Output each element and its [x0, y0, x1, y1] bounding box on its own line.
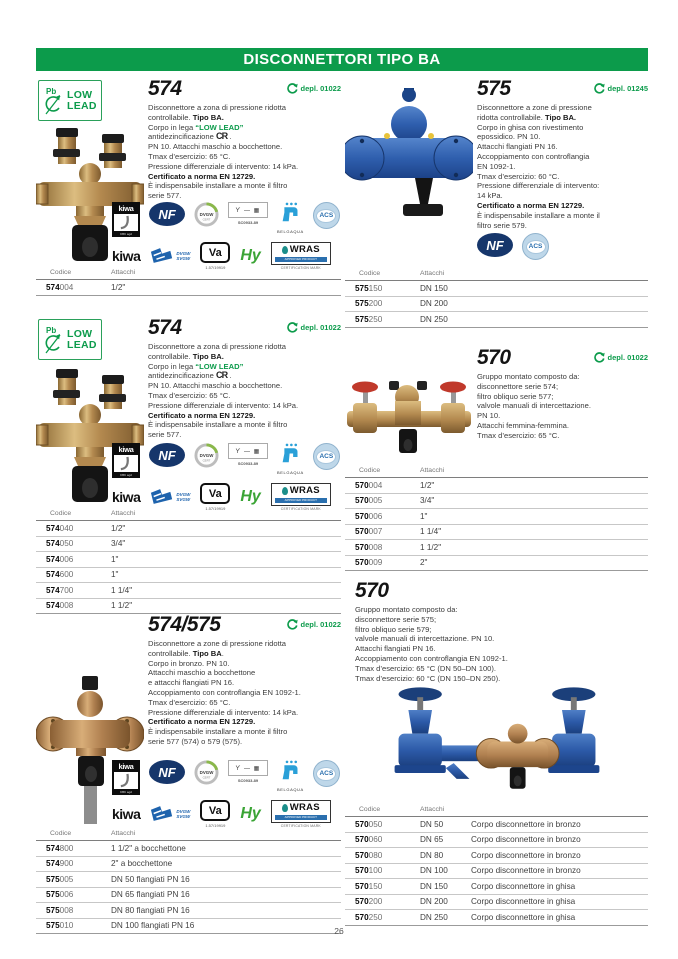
description-line: Pressione differenziale di intervento: 14 kPa.: [148, 161, 299, 171]
section-575: [345, 78, 648, 332]
cell-note: Corpo disconnettore in bronzo: [471, 835, 581, 845]
depl-reference: depl. 01022: [287, 322, 341, 333]
table-row: [36, 583, 341, 599]
va-logo: Va 1.57/19919: [200, 483, 230, 511]
faucet-icon: [280, 202, 301, 223]
description-line: EN 1092-1.: [477, 161, 516, 171]
product-photo-570-group: [345, 359, 473, 461]
cell-codice: 570009: [355, 558, 383, 568]
cell-codice: 575200: [355, 299, 383, 309]
dvgw-blue-logo: DVGW SVGW: [150, 805, 190, 822]
acs-logo: ACS: [313, 760, 340, 787]
col-header-codice: Codice: [359, 467, 381, 474]
low-lead-badge: [38, 80, 102, 121]
cell-attacchi: 1 1/2" a bocchettone: [111, 843, 186, 853]
description-line: PN 10. Attacchi maschio a bocchettone.: [148, 381, 283, 391]
col-header-codice: Codice: [50, 269, 72, 276]
pb-free-icon: [43, 85, 63, 117]
description-line: Accoppiamento con controflangia EN 1092-1.: [148, 687, 301, 697]
description-line: serie 577.: [148, 430, 182, 440]
description-line: filtro serie 579.: [477, 220, 527, 230]
table-row: [36, 552, 341, 568]
table-row: [345, 478, 648, 494]
cell-attacchi: 1 1/2": [111, 601, 133, 611]
nf-logo: NF: [477, 233, 513, 257]
description-line: antidezincificazione CR .: [148, 131, 232, 142]
description-line: 14 kPa.: [477, 191, 503, 201]
description-line: Tmax d’esercizio: 65 °C.: [148, 697, 231, 707]
wras-logo: WRAS APPROVED PRODUCT CERTIFICATION MARK: [271, 242, 331, 270]
description-line: filtro obliquo serie 579;: [355, 624, 432, 634]
cell-attacchi: DN 80 flangiati PN 16: [111, 905, 190, 915]
cell-attacchi: 3/4": [420, 496, 435, 506]
dvgw-cert-logo: [194, 202, 219, 232]
description-line: È indispensabile installare a monte il filtro: [148, 420, 288, 430]
codes-table: [345, 268, 648, 328]
table-row: [36, 857, 341, 873]
section-570-flanged: [345, 578, 648, 940]
cell-codice: 570080: [355, 850, 383, 860]
cell-codice: 570200: [355, 897, 383, 907]
table-row: [345, 556, 648, 572]
title-row: [148, 78, 341, 99]
svg-text:Pb: Pb: [46, 325, 57, 335]
description-line: Certificato a norma EN 12729.: [477, 200, 585, 210]
logo-row: [112, 483, 341, 511]
table-header-row: [36, 828, 341, 841]
svg-text:Pb: Pb: [46, 86, 57, 96]
svg-text:DVGW: DVGW: [199, 211, 214, 217]
low-lead-label: LOW LEAD: [67, 327, 97, 351]
table-row: [345, 540, 648, 556]
description-line: Tmax d’esercizio: 65 °C (DN 50–DN 100).: [355, 663, 497, 673]
description-line: Accoppiamento con controflangia EN 1092-1.: [355, 653, 508, 663]
cell-codice: 575006: [46, 890, 74, 900]
description-line: PN 10.: [477, 411, 501, 421]
description-line: e attacchi flangiati PN 16.: [148, 678, 235, 688]
product-series-title: 570: [477, 346, 511, 369]
dvgw-stripes-icon: [150, 247, 174, 264]
dvgw-blue-logo: DVGW SVGW: [150, 488, 190, 505]
dvgw-ring-icon: [194, 760, 219, 785]
wras-logo: WRAS APPROVED PRODUCT CERTIFICATION MARK: [271, 483, 331, 511]
pb-free-icon: [43, 324, 63, 356]
cell-codice: 574004: [46, 282, 74, 292]
certification-logos: [477, 233, 648, 260]
cell-codice: 575150: [355, 283, 383, 293]
cell-codice: 570050: [355, 819, 383, 829]
codes-table: [36, 508, 341, 614]
description-line: È indispensabile installare a monte il filtro: [148, 181, 288, 191]
description-line: Certificato a norma EN 12729.: [148, 717, 256, 727]
cell-codice: 570060: [355, 835, 383, 845]
cell-attacchi: DN 65: [420, 835, 444, 845]
description-line: Gruppo montato composto da:: [477, 372, 580, 381]
dvgw-cert-logo: [194, 443, 219, 473]
svgw-cert-logo: Ƴ — ▦ SC0933-89: [228, 443, 268, 466]
description-line: Pressione differenziale di intervento:: [477, 181, 600, 191]
table-header-row: [345, 804, 648, 817]
kiwa-text-logo: kiwa: [112, 488, 141, 505]
col-header-attacchi: Attacchi: [420, 467, 445, 474]
table-row: [345, 879, 648, 895]
table-row: [36, 903, 341, 919]
nf-logo: NF: [149, 202, 185, 226]
cell-note: Corpo disconnettore in bronzo: [471, 850, 581, 860]
table-row: [345, 910, 648, 926]
logo-row: [112, 800, 341, 828]
col-header-codice: Codice: [359, 270, 381, 277]
title-row: [477, 347, 648, 368]
col-header-codice: Codice: [50, 510, 72, 517]
description-line: Corpo in ghisa con rivestimento: [477, 122, 584, 132]
dvgw-stripes-icon: [150, 488, 174, 505]
va-logo: Va 1.57/19919: [200, 242, 230, 270]
svgw-symbols-icon: Ƴ — ▦: [228, 443, 268, 459]
svgw-cert-logo: Ƴ — ▦ SC0933-89: [228, 760, 268, 783]
kiwa-curve-icon: [119, 773, 134, 788]
title-row: [148, 317, 341, 338]
table-row: [345, 817, 648, 833]
codes-table: [345, 804, 648, 926]
table-row: [36, 872, 341, 888]
cell-attacchi: DN 200: [420, 897, 448, 907]
description-line: Certificato a norma EN 12729.: [148, 410, 256, 420]
cell-codice: 570007: [355, 527, 383, 537]
cell-attacchi: 2" a bocchettone: [111, 859, 173, 869]
cell-codice: 570008: [355, 542, 383, 552]
svgw-cert-logo: Ƴ — ▦ SC0933-89: [228, 202, 268, 225]
product-description: [477, 103, 648, 230]
col-header-codice: Codice: [359, 806, 381, 813]
col-header-attacchi: Attacchi: [111, 830, 136, 837]
cell-codice: 574040: [46, 523, 74, 533]
svg-text:CERT: CERT: [202, 775, 211, 780]
hy-logo: Hy: [240, 246, 261, 264]
description-line: filtro obliquo serie 577;: [477, 391, 554, 401]
description-line: È indispensabile installare a monte il filtro: [148, 727, 288, 737]
table-row: [345, 509, 648, 525]
depl-reference: depl. 01245: [594, 83, 648, 94]
cell-codice: 574600: [46, 570, 74, 580]
cell-codice: 570150: [355, 881, 383, 891]
svg-text:CERT: CERT: [202, 458, 211, 463]
product-photo-570-flanged-group: [369, 684, 625, 800]
acs-logo: ACS: [522, 233, 549, 260]
product-series-title: 574: [148, 77, 182, 100]
belgaqua-logo: BELGAQUA: [277, 443, 304, 475]
codes-table: [36, 828, 341, 934]
col-header-attacchi: Attacchi: [111, 269, 136, 276]
description-line: disconnettore serie 574;: [477, 381, 559, 391]
description-line: epossidico. PN 10.: [477, 132, 541, 142]
cell-attacchi: DN 100: [420, 866, 448, 876]
table-row: [345, 297, 648, 313]
description-line: Attacchi femmina-femmina.: [477, 420, 569, 430]
title-row: [148, 614, 341, 635]
description-line: Certificato a norma EN 12729.: [148, 171, 256, 181]
table-header-row: [36, 508, 341, 521]
codes-table: [36, 267, 341, 296]
page-title: DISCONNETTORI TIPO BA: [243, 51, 441, 68]
depl-g-icon: [287, 83, 298, 94]
svgw-symbols-icon: Ƴ — ▦: [228, 202, 268, 218]
description-line: Tmax d’esercizio: 65 °C.: [477, 430, 560, 440]
description-line: PN 10. Attacchi maschio a bocchettone.: [148, 142, 283, 152]
cell-codice: 570006: [355, 511, 383, 521]
cell-attacchi: 1": [111, 570, 119, 580]
table-row: [36, 888, 341, 904]
description-line: Tmax d’esercizio: 65 °C.: [148, 390, 231, 400]
dvgw-blue-logo: DVGW SVGW: [150, 247, 190, 264]
cell-note: Corpo disconnettore in ghisa: [471, 897, 576, 907]
dvgw-stripes-icon: [150, 805, 174, 822]
table-row: [345, 833, 648, 849]
description-line: Attacchi flangiati PN 16.: [355, 644, 436, 654]
description-line: Disconnettore a zone di pressione ridotta: [148, 639, 287, 648]
cell-attacchi: 1/2": [111, 282, 126, 292]
kiwa-mark-logo: kiwa KBK agd: [112, 202, 140, 237]
dvgw-cert-logo: [194, 760, 219, 790]
description-line: controllabile. Tipo BA.: [148, 351, 224, 361]
svg-text:CERT: CERT: [202, 217, 211, 222]
description-line: Attacchi flangiati PN 16.: [477, 142, 558, 152]
cell-codice: 570100: [355, 866, 383, 876]
cell-note: Corpo disconnettore in ghisa: [471, 881, 576, 891]
product-photo-575: [345, 86, 473, 234]
table-header-row: [36, 267, 341, 280]
table-header-row: [345, 268, 648, 281]
belgaqua-logo: BELGAQUA: [277, 760, 304, 792]
cell-attacchi: DN 50: [420, 819, 444, 829]
kiwa-curve-icon: [119, 215, 134, 230]
section-574-first: [36, 78, 341, 302]
cell-attacchi: DN 100 flangiati PN 16: [111, 921, 195, 931]
cell-attacchi: DN 80: [420, 850, 444, 860]
cell-attacchi: DN 250: [420, 912, 448, 922]
cell-codice: 570005: [355, 496, 383, 506]
section-574-second: [36, 315, 341, 613]
kiwa-mark-logo: kiwa KBK agd: [112, 760, 140, 795]
table-row: [345, 525, 648, 541]
faucet-icon: [280, 443, 301, 464]
table-row: [36, 537, 341, 553]
va-logo: Va 1.57/19919: [200, 800, 230, 828]
cell-codice: 574008: [46, 601, 74, 611]
description-line: Corpo in bronzo. PN 10.: [148, 658, 230, 668]
cell-codice: 574800: [46, 843, 74, 853]
description-line: Tmax d’esercizio: 60 °C.: [477, 171, 560, 181]
description-line: valvole manuali di intercettazione. PN 10.: [355, 634, 495, 644]
col-header-attacchi: Attacchi: [111, 510, 136, 517]
description-line: Disconnettore a zona di pressione ridotta: [148, 103, 287, 112]
water-drop-icon: [282, 804, 288, 812]
low-lead-badge: [38, 319, 102, 360]
logo-row: [112, 760, 341, 795]
dvgw-ring-icon: [194, 443, 219, 468]
product-series-title: 575: [477, 77, 511, 100]
table-row: [345, 848, 648, 864]
table-row: [345, 281, 648, 297]
cell-attacchi: DN 50 flangiati PN 16: [111, 874, 190, 884]
product-series-title: 574: [148, 316, 182, 339]
cell-attacchi: 1/2": [111, 523, 126, 533]
cell-attacchi: DN 150: [420, 881, 448, 891]
water-drop-icon: [282, 487, 288, 495]
table-row: [345, 494, 648, 510]
cell-attacchi: 2": [420, 558, 428, 568]
table-row: [36, 841, 341, 857]
description-line: disconnettore serie 575;: [355, 614, 437, 624]
belgaqua-logo: BELGAQUA: [277, 202, 304, 234]
cell-codice: 574700: [46, 585, 74, 595]
depl-reference: depl. 01022: [287, 83, 341, 94]
description-line: valvole manuali di intercettazione.: [477, 401, 591, 411]
kiwa-text-logo: kiwa: [112, 805, 141, 822]
product-description: [148, 103, 348, 201]
certification-logos: [112, 760, 341, 828]
cell-codice: 574900: [46, 859, 74, 869]
table-row: [345, 312, 648, 328]
table-header-row: [345, 465, 648, 478]
cell-note: Corpo disconnettore in bronzo: [471, 819, 581, 829]
description-line: Pressione differenziale di intervento: 14 kPa.: [148, 400, 299, 410]
depl-g-icon: [594, 83, 605, 94]
cell-codice: 570004: [355, 480, 383, 490]
cell-attacchi: DN 65 flangiati PN 16: [111, 890, 190, 900]
description-line: Disconnettore a zona di pressione ridotta: [148, 342, 287, 351]
cell-codice: 575008: [46, 905, 74, 915]
water-drop-icon: [282, 246, 288, 254]
svgw-symbols-icon: Ƴ — ▦: [228, 760, 268, 776]
table-row: [36, 280, 341, 296]
wras-logo: WRAS APPROVED PRODUCT CERTIFICATION MARK: [271, 800, 331, 828]
cell-attacchi: 1": [420, 511, 428, 521]
description-line: Disconnettore a zone di pressione: [477, 103, 592, 112]
product-description: [148, 639, 348, 747]
description-line: Corpo in lega “LOW LEAD”: [148, 361, 244, 371]
cell-note: Corpo disconnettore in bronzo: [471, 866, 581, 876]
table-row: [36, 568, 341, 584]
certification-logos: [112, 202, 341, 270]
cell-codice: 575010: [46, 921, 74, 931]
cell-codice: 575250: [355, 314, 383, 324]
cell-attacchi: 1 1/2": [420, 542, 442, 552]
description-line: controllabile. Tipo BA.: [148, 648, 224, 658]
hy-logo: Hy: [240, 487, 261, 505]
faucet-icon: [280, 760, 301, 781]
page-header-bar: [36, 48, 648, 71]
description-line: controllabile. Tipo BA.: [148, 112, 224, 122]
col-header-attacchi: Attacchi: [420, 806, 445, 813]
product-description: [355, 605, 645, 683]
kiwa-curve-icon: [119, 456, 134, 471]
acs-logo: ACS: [313, 443, 340, 470]
depl-reference: depl. 01022: [594, 352, 648, 363]
codes-table: [345, 465, 648, 571]
table-row: [345, 864, 648, 880]
cell-attacchi: DN 200: [420, 299, 448, 309]
certification-logos: [112, 443, 341, 511]
depl-g-icon: [287, 322, 298, 333]
description-line: serie 577.: [148, 191, 182, 201]
depl-reference: depl. 01022: [287, 619, 341, 630]
cell-attacchi: DN 150: [420, 283, 448, 293]
cell-attacchi: 1 1/4": [420, 527, 442, 537]
svg-text:DVGW: DVGW: [199, 452, 214, 458]
low-lead-label: LOW LEAD: [67, 88, 97, 112]
cell-codice: 570250: [355, 912, 383, 922]
title-row: [477, 78, 648, 99]
nf-logo: NF: [149, 443, 185, 467]
description-line: È indispensabile installare a monte il: [477, 210, 600, 220]
cell-attacchi: 1/2": [420, 480, 435, 490]
cell-codice: 574006: [46, 554, 74, 564]
description-line: Tmax d’esercizio: 60 °C (DN 150–DN 250).: [355, 673, 501, 683]
description-line: Pressione differenziale di intervento: 14 kPa.: [148, 707, 299, 717]
kiwa-text-logo: kiwa: [112, 247, 141, 264]
depl-g-icon: [594, 352, 605, 363]
description-line: Corpo in lega “LOW LEAD”: [148, 122, 244, 132]
cell-attacchi: 3/4": [111, 539, 126, 549]
logo-row: [477, 233, 648, 260]
description-line: Gruppo montato composto da:: [355, 605, 458, 614]
logo-row: [112, 443, 341, 478]
table-row: [345, 895, 648, 911]
cell-codice: 574050: [46, 539, 74, 549]
title-row: [355, 580, 645, 601]
section-574-575: [36, 612, 341, 942]
depl-g-icon: [287, 619, 298, 630]
description-line: serie 577 (574) o 579 (575).: [148, 736, 243, 746]
description-line: Attacchi maschio a bocchettone: [148, 668, 256, 678]
kiwa-mark-logo: kiwa KBK agd: [112, 443, 140, 478]
page-number: 26: [334, 926, 344, 936]
cell-attacchi: 1 1/4": [111, 585, 133, 595]
description-line: Tmax d’esercizio: 65 °C.: [148, 151, 231, 161]
nf-logo: NF: [149, 760, 185, 784]
cell-attacchi: DN 250: [420, 314, 448, 324]
table-row: [36, 521, 341, 537]
description-line: antidezincificazione CR .: [148, 370, 232, 381]
product-description: [148, 342, 348, 440]
section-570-threaded: [345, 345, 648, 573]
product-series-title: 574/575: [148, 613, 221, 636]
logo-row: [112, 242, 341, 270]
dvgw-ring-icon: [194, 202, 219, 227]
hy-logo: Hy: [240, 804, 261, 822]
description-line: Accoppiamento con controflangia: [477, 151, 590, 161]
product-series-title: 570: [355, 579, 389, 602]
cell-note: Corpo disconnettore in ghisa: [471, 912, 576, 922]
product-description: [477, 372, 648, 441]
col-header-codice: Codice: [50, 830, 72, 837]
svg-text:DVGW: DVGW: [199, 769, 214, 775]
acs-logo: ACS: [313, 202, 340, 229]
logo-row: [112, 202, 341, 237]
cell-codice: 575005: [46, 874, 74, 884]
col-header-attacchi: Attacchi: [420, 270, 445, 277]
description-line: ridotta controllabile. Tipo BA.: [477, 112, 577, 122]
cell-attacchi: 1": [111, 554, 119, 564]
